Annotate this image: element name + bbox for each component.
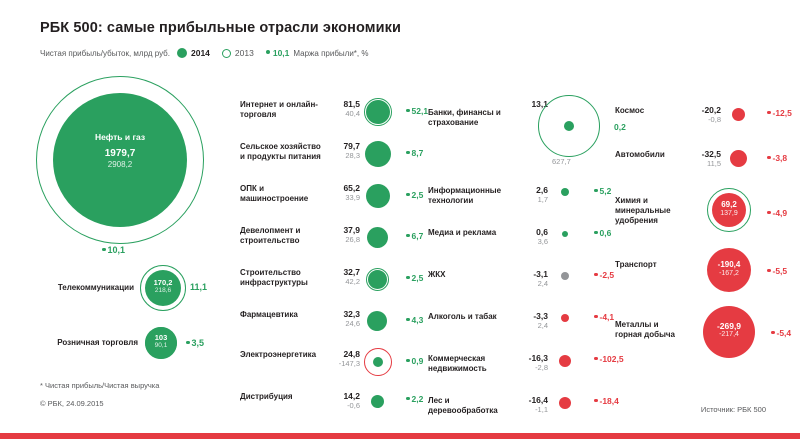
copyright: © РБК, 24.09.2015 [40,399,104,408]
row-label: ЖКХ [428,270,446,279]
legend-filled-swatch-icon [177,48,187,58]
row-bubble [364,226,396,258]
bubble-2014-fill [371,395,384,408]
row-media [428,228,638,268]
row-margin: -2,5 [594,270,614,280]
margin-dot-icon [406,318,410,322]
row-margin: 0,2 [614,122,626,132]
row-bubble [364,100,396,132]
row-automobiles [615,150,800,190]
row-alcohol-tobacco [428,312,638,352]
margin-dot-icon [406,359,410,363]
row-forestry [428,396,638,436]
row-values: 37,9 26,8 [343,225,360,245]
row-bubble [552,312,584,344]
margin-dot-icon [406,276,410,280]
bubble-2014-fill [373,357,383,367]
page-title: РБК 500: самые прибыльные отрасли экономики [40,20,401,36]
row-values: 32,3 24,6 [343,309,360,329]
row-label: Транспорт [615,260,657,269]
row-label: Интернет и онлайн-торговля [240,100,318,119]
legend-year-2014: 2014 [191,48,210,58]
bubble-2014-fill [561,314,569,322]
bubble-2014-fill [562,231,568,237]
row-development [240,226,450,266]
bubble-2014-fill [367,311,387,331]
row-bubble [707,188,761,242]
retail-values [145,333,177,351]
row-bubble [552,396,584,428]
bubble-2014-fill [368,270,387,289]
row-values: 81,5 40,4 [343,99,360,119]
row-infrastructure [240,268,450,308]
row-margin: 0,6 [594,228,611,238]
legend-hollow-swatch-icon [222,49,231,58]
margin-dot-icon [767,111,771,115]
row-margin: -4,1 [594,312,614,322]
margin-dot-icon [186,341,190,345]
bubble-2014-fill [365,141,391,167]
oil-gas-value-2014: 1979,7 [104,147,136,159]
row-values: -3,1 2,4 [533,269,548,289]
row-label: Электроэнергетика [240,350,317,359]
banks-value-2013: 627,7 [552,157,571,166]
row-commercial-realestate [428,354,638,394]
row-margin: 4,3 [406,315,423,325]
bubble-2014-fill [367,227,388,248]
row-defense-machinery [240,184,450,224]
margin-dot-icon [594,273,598,277]
margin-dot-icon [767,269,771,273]
row-chemicals [615,194,800,242]
row-label: Фармацевтика [240,310,298,319]
margin-dot-icon [406,109,410,113]
margin-dot-icon [594,399,598,403]
bubble-2014-fill [730,150,747,167]
legend-margin-label: Маржа прибыли*, % [293,48,369,58]
row-margin: 2,5 [406,190,423,200]
row-values: 79,7 28,3 [343,141,360,161]
row-margin: -3,8 [767,153,787,163]
margin-dot-icon [594,315,598,319]
row-margin: 8,7 [406,148,423,158]
oil-gas-label [53,132,187,170]
row-label: Автомобили [615,150,665,159]
row-margin: 2,2 [406,394,423,404]
row-bubble [364,350,396,382]
row-bubble [364,142,396,174]
oil-gas-name: Нефть и газ [94,132,146,142]
row-label: ОПК и машиностроение [240,184,309,203]
margin-dot-icon [102,248,106,252]
margin-dot-icon [406,151,410,155]
row-margin: -4,9 [767,208,787,218]
row-margin: 0,9 [406,356,423,366]
row-transport [615,248,800,300]
telecom-value-2013: 218,6 [154,287,172,295]
row-bubble [538,95,608,165]
row-label: Коммерческая недвижимость [428,354,487,373]
bubble-2014-fill [366,100,390,124]
row-margin: -18,4 [594,396,619,406]
row-agriculture [240,142,450,182]
row-bubble [364,268,396,300]
row-values: 13,1 [531,99,548,109]
row-values: 2,6 1,7 [536,185,548,205]
row-label: Металлы и горная добыча [615,320,676,339]
row-banks [428,100,638,180]
retail-margin: 3,5 [186,338,204,348]
row-margin: 5,2 [594,186,611,196]
row-label: Лес и деревообработка [428,396,498,415]
bubble-2014-fill [732,108,745,121]
row-label: Медиа и реклама [428,228,497,237]
oil-gas-value-2013: 2908,2 [107,160,133,170]
margin-dot-icon [406,193,410,197]
row-values: 14,2 -0,6 [343,391,360,411]
row-values: 32,7 42,2 [343,267,360,287]
row-it [428,186,638,226]
metals-values: -269,9 -217,4 [716,321,742,339]
row-utilities [428,270,638,310]
bubble-2014-fill [559,355,571,367]
margin-dot-icon [767,211,771,215]
row-electricity [240,350,450,390]
margin-dot-icon [406,397,410,401]
row-values: 24,8 -147,3 [338,349,360,369]
row-margin: 6,7 [406,231,423,241]
bubble-2014-fill [564,121,574,131]
bubble-2014-fill [366,184,390,208]
telecom-margin: 11,1 [190,282,208,292]
margin-dot-icon [594,189,598,193]
telecom-values [145,278,181,296]
row-internet [240,100,450,140]
bubble-2014-fill [561,272,569,280]
row-margin: -5,5 [767,266,787,276]
retail-name: Розничная торговля [57,338,138,347]
row-label: Девелопмент и строительство [240,226,301,245]
row-values: -16,4 -1,1 [528,395,548,415]
row-bubble [552,186,584,218]
margin-dot-icon [406,234,410,238]
telecom-name: Телекоммуникации [57,283,134,292]
row-label: Строительство инфраструктуры [240,268,308,287]
transport-values: -190,4 -167,2 [717,260,741,277]
row-space [615,106,800,146]
legend-metric-label: Чистая прибыль/убыток, млрд руб. [40,48,170,58]
row-label: Дистрибуция [240,392,293,401]
row-bubble [364,310,396,342]
oil-gas-margin: 10,1 [102,245,125,255]
row-values: -32,5 11,5 [701,149,721,169]
row-values: 65,2 33,9 [343,183,360,203]
margin-dot-icon [767,156,771,160]
row-values: -20,2 -0,8 [701,105,721,125]
source-label: Источник: РБК 500 [700,405,766,414]
row-bubble [552,354,584,386]
featured-bubbles [28,70,223,370]
row-label: Информационные технологии [428,186,502,205]
row-bubble [552,270,584,302]
telecom-value-2014: 170,2 [153,278,173,287]
row-margin: 2,5 [406,273,423,283]
bottom-accent-bar [0,433,800,439]
row-margin: -102,5 [594,354,624,364]
row-distribution [240,392,450,432]
row-values: -16,3 -2,8 [528,353,548,373]
row-margin: -12,5 [767,108,792,118]
row-bubble [703,306,763,366]
legend-margin-value: 10,1 [272,48,290,58]
row-values: 0,6 3,6 [536,227,548,247]
row-metals-mining [615,306,800,366]
margin-dot-icon [594,357,598,361]
row-pharma [240,310,450,350]
row-label: Химия и минеральные удобрения [615,196,671,225]
footnote: * Чистая прибыль/Чистая выручка [40,381,160,390]
row-label: Сельское хозяйство и продукты питания [240,142,321,161]
legend [40,48,368,58]
margin-dot-icon [594,231,598,235]
retail-value-2014: 103 [154,333,168,342]
row-bubble [364,184,396,216]
row-label: Банки, финансы и страхование [428,108,501,127]
row-margin: 52,1 [406,106,428,116]
legend-margin-dot-icon [266,50,270,54]
row-label: Космос [615,106,645,115]
row-values: -3,3 2,4 [533,311,548,331]
row-bubble [707,248,761,302]
row-label: Алкоголь и табак [428,312,497,321]
legend-year-2013: 2013 [234,48,254,58]
row-bubble [725,106,757,138]
row-bubble [725,150,757,182]
retail-value-2013: 90,1 [154,342,168,350]
margin-dot-icon [771,331,775,335]
chem-values: 69,2 137,9 [720,200,738,217]
bubble-2014-fill [559,397,571,409]
row-bubble [552,228,584,260]
row-bubble [364,392,396,424]
bubble-2014-fill [561,188,569,196]
row-margin: -5,4 [771,328,791,338]
